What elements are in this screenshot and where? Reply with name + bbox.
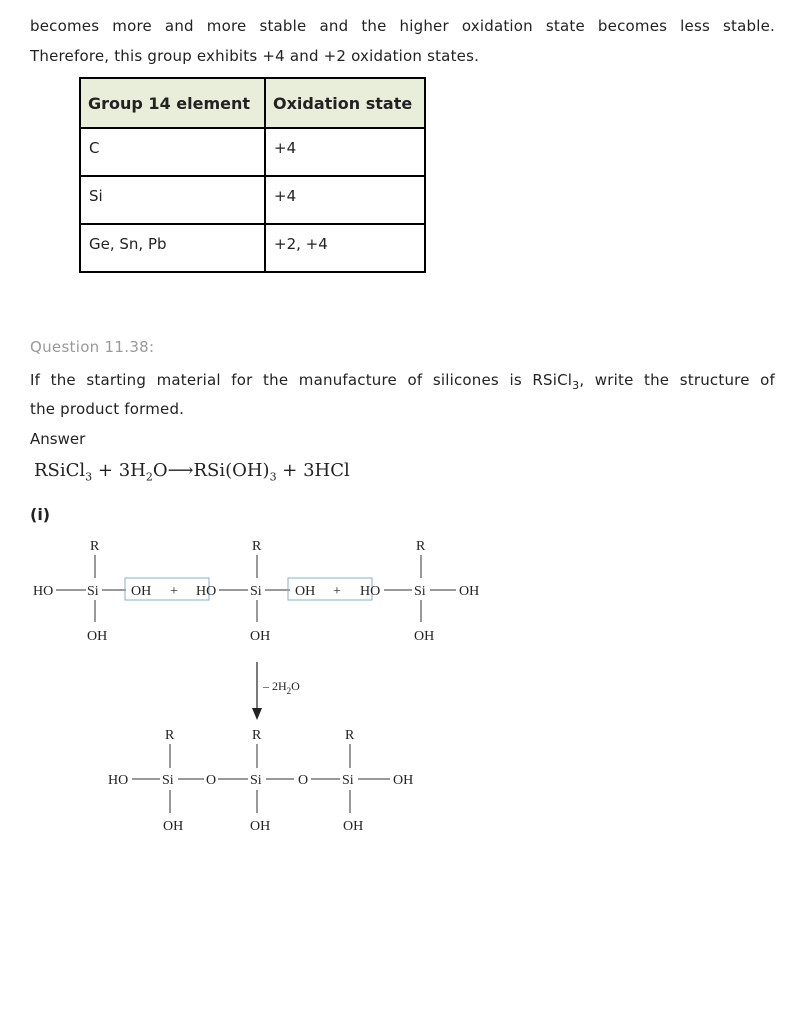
question-text-a: If the starting material for the manufacture of silicones is RSiCl	[30, 371, 573, 389]
reaction-equation	[34, 460, 350, 484]
eq-plus: + 3H	[92, 460, 146, 481]
table-header-element: Group 14 element	[80, 78, 265, 128]
elimination-text: – 2H	[263, 679, 287, 693]
plus-sign: +	[170, 584, 178, 599]
question-heading: Question 11.38:	[30, 338, 155, 356]
table-cell-oxidation: +4	[265, 128, 425, 176]
intro-line-2: Therefore, this group exhibits +4 and +2 oxidation states.	[30, 47, 480, 65]
si-label: Si	[87, 584, 99, 599]
oh-label: OH	[393, 773, 414, 788]
eq-o: O	[152, 460, 168, 481]
r-label: R	[252, 539, 262, 554]
r-label: R	[165, 728, 175, 743]
oh-label: OH	[295, 584, 316, 599]
eq-reactant: RSiCl	[34, 460, 86, 481]
elimination-sub: 2	[286, 686, 292, 696]
question-line-2: the product formed.	[30, 400, 185, 418]
eq-sub: 3	[269, 470, 277, 484]
elimination-o: O	[291, 679, 300, 693]
table-cell-oxidation: +4	[265, 176, 425, 224]
part-label: (i)	[30, 505, 51, 524]
plus-sign: +	[333, 584, 341, 599]
r-label: R	[90, 539, 100, 554]
table-row	[80, 128, 425, 176]
table-cell-oxidation: +2, +4	[265, 224, 425, 272]
ho-label: HO	[33, 584, 54, 599]
eq-sub: 3	[85, 470, 93, 484]
oh-label: OH	[250, 819, 271, 834]
question-subscript: 3	[572, 379, 580, 392]
oh-label: OH	[414, 629, 435, 644]
eq-sub: 2	[145, 470, 153, 484]
silicone-structure-diagram	[0, 530, 805, 850]
r-label: R	[345, 728, 355, 743]
table-header-row	[80, 78, 425, 128]
oxidation-state-table	[79, 77, 426, 273]
oh-label: OH	[163, 819, 184, 834]
oh-label: OH	[250, 629, 271, 644]
arrow-head-icon	[252, 708, 262, 720]
table-cell-element: Si	[80, 176, 265, 224]
table-header-oxidation: Oxidation state	[265, 78, 425, 128]
si-label: Si	[342, 773, 354, 788]
o-label: O	[298, 773, 309, 788]
eq-product: RSi(OH)	[193, 460, 270, 481]
oh-label: OH	[343, 819, 364, 834]
oh-label: OH	[459, 584, 480, 599]
ho-label: HO	[108, 773, 129, 788]
intro-line-1: becomes more and more stable and the higher oxidation state becomes less stable.	[30, 17, 775, 35]
table-row	[80, 176, 425, 224]
oh-label: OH	[87, 629, 108, 644]
table-row	[80, 224, 425, 272]
si-label: Si	[250, 773, 262, 788]
oh-label: OH	[131, 584, 152, 599]
si-label: Si	[162, 773, 174, 788]
table-cell-element: C	[80, 128, 265, 176]
question-text-b: , write the structure of	[579, 371, 775, 389]
elimination-label	[262, 679, 300, 696]
ho-label: HO	[360, 584, 381, 599]
ho-label: HO	[196, 584, 217, 599]
r-label: R	[252, 728, 262, 743]
si-label: Si	[414, 584, 426, 599]
si-label: Si	[250, 584, 262, 599]
eq-byproduct: + 3HCl	[276, 460, 350, 481]
r-label: R	[416, 539, 426, 554]
table-cell-element: Ge, Sn, Pb	[80, 224, 265, 272]
o-label: O	[206, 773, 217, 788]
answer-label: Answer	[30, 430, 86, 448]
eq-arrow: ⟶	[167, 460, 194, 481]
